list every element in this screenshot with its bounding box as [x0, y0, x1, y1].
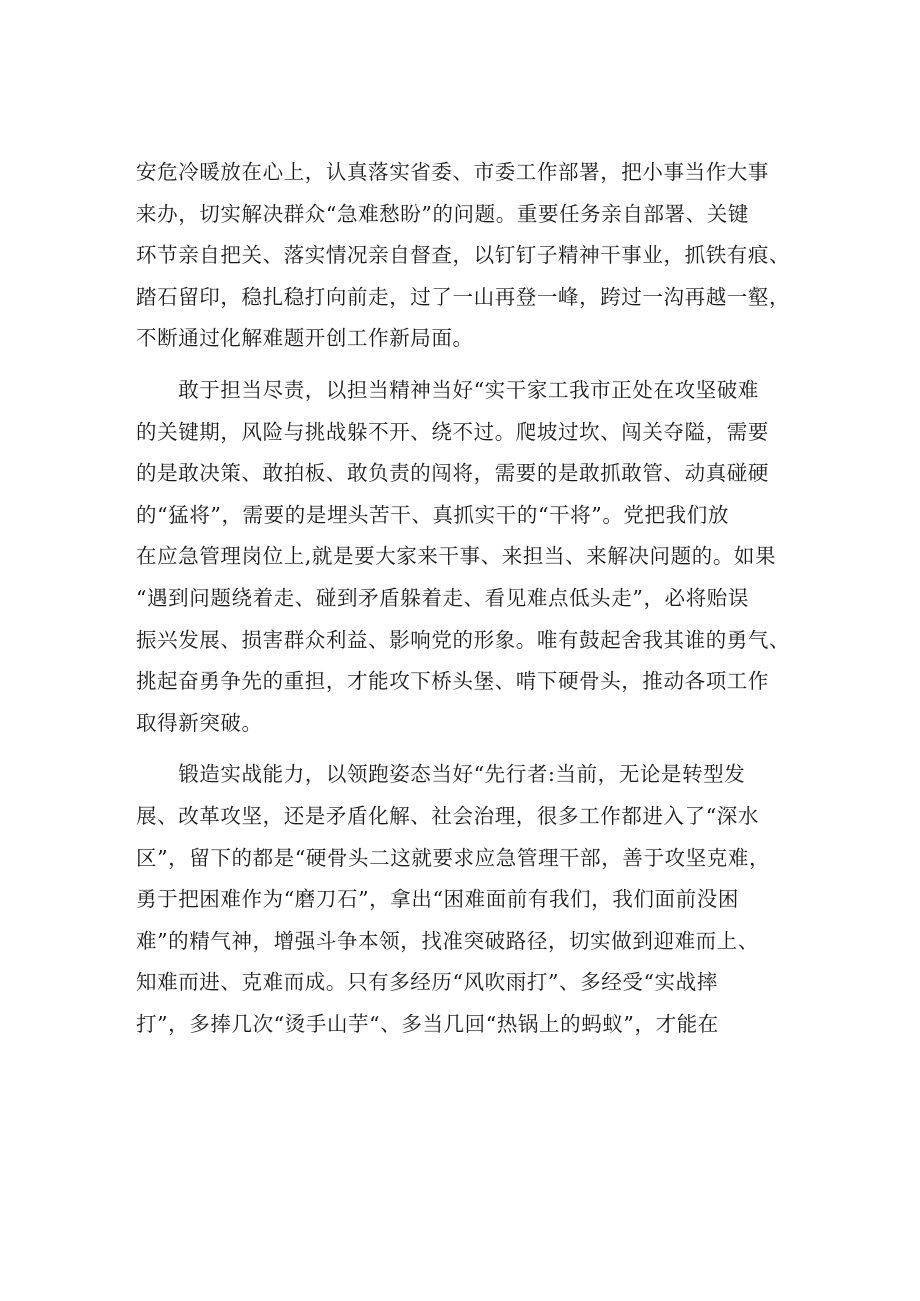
paragraph-line: 的是敢决策、敢拍板、敢负责的闯将，需要的是敢抓敢管、动真碰硬 [136, 461, 769, 486]
paragraph-line: 勇于把困难作为“磨刀石”，拿出“困难面前有我们，我们面前没困 [136, 887, 739, 912]
paragraph-line: 环节亲自把关、落实情况亲自督查，以钉钉子精神干事业，抓铁有痕、 [136, 243, 791, 268]
paragraph-line: 的“猛将”，需要的是埋头苦干、真抓实干的“干将”。党把我们放 [136, 502, 729, 527]
paragraph-line: 展、改革攻坚，还是矛盾化解、社会治理，很多工作都进入了“深水 [136, 803, 759, 828]
paragraph-line: 取得新突破。 [136, 710, 263, 735]
paragraph-3 [136, 754, 788, 1045]
paragraph-line: 锻造实战能力，以领跑姿态当好“先行者:当前，无论是转型发 [136, 762, 746, 787]
paragraph-line: 安危冷暖放在心上，认真落实省委、市委工作部署，把小事当作大事 [136, 160, 769, 184]
paragraph-1 [136, 152, 791, 360]
paragraph-line: 打”，多捧几次“烫手山芋“、多当几回“热锅上的蚂蚁”，才能在 [136, 1011, 719, 1036]
paragraph-gap [136, 360, 788, 370]
paragraph-line: 踏石留印，稳扎稳打向前走，过了一山再登一峰，跨过一沟再越一壑， [136, 284, 791, 309]
paragraph-line: 挑起奋勇争先的重担，才能攻下桥头堡、啃下硬骨头，推动各项工作 [136, 669, 769, 694]
paragraph-line: 不断通过化解难题开创工作新局面。 [136, 326, 474, 351]
paragraph-line: 在应急管理岗位上,就是要大家来干事、来担当、来解决问题的。如果 [136, 544, 777, 569]
paragraph-line: 难”的精气神，增强斗争本领，找准突破路径，切实做到迎难而上、 [136, 928, 759, 953]
paragraph-line: 振兴发展、损害群众利益、影响党的形象。唯有鼓起舍我其谁的勇气、 [136, 627, 791, 652]
paragraph-line: 知难而进、克难而成。只有多经历“风吹雨打”、多经受“实战摔 [136, 970, 718, 995]
paragraph-2 [136, 370, 791, 744]
paragraph-line: 来办，切实解决群众“急难愁盼”的问题。重要任务亲自部署、关键 [136, 201, 749, 226]
paragraph-gap [136, 744, 788, 754]
paragraph-line: 敢于担当尽责，以担当精神当好“实干家工我市正处在攻坚破难 [136, 377, 759, 402]
document-body [136, 152, 791, 1045]
paragraph-line: “遇到问题绕着走、碰到矛盾躲着走、看见难点低头走”，必将贻误 [136, 585, 749, 610]
paragraph-line: 的关键期，风险与挑战躲不开、绕不过。爬坡过坎、闯关夺隘，需要 [136, 419, 769, 444]
paragraph-line: 区”，留下的都是“硬骨头二这就要求应急管理干部，善于攻坚克难， [136, 845, 771, 870]
